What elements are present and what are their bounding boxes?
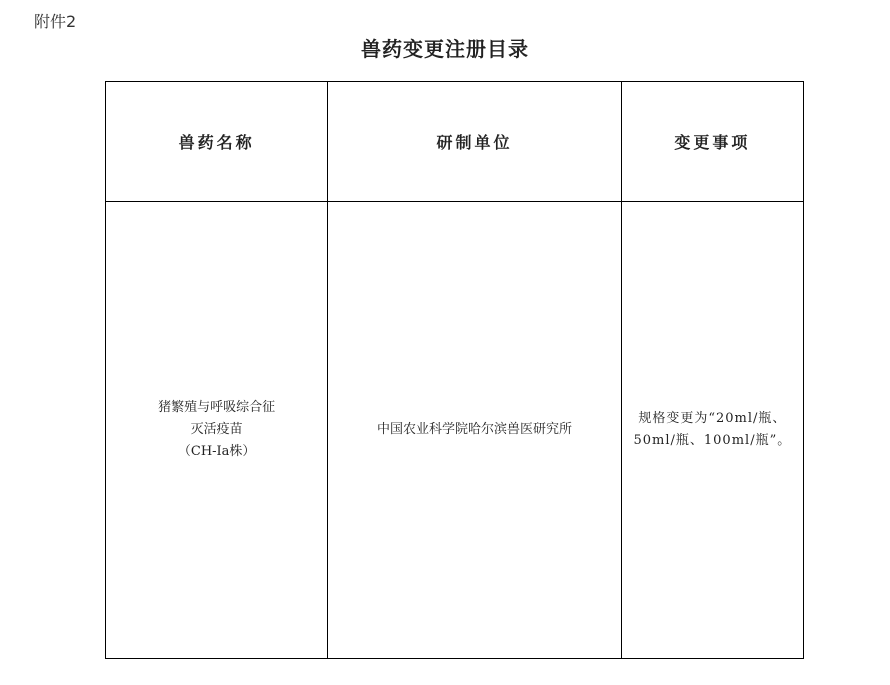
drug-name-line: 猪繁殖与呼吸综合征: [158, 400, 276, 415]
developer-cell: 中国农业科学院哈尔滨兽医研究所: [328, 202, 621, 659]
table-header-row: [106, 82, 804, 202]
attachment-label: 附件2: [34, 12, 77, 31]
column-header-change-item: 变更事项: [621, 82, 803, 202]
drug-name-line: 灭活疫苗: [190, 422, 243, 437]
registration-catalog-table: [105, 81, 804, 659]
page-title: 兽药变更注册目录: [361, 37, 529, 61]
drug-name-line: （CH-Ia株）: [177, 444, 256, 459]
column-header-drug-name: 兽药名称: [106, 82, 328, 202]
column-header-developer: 研制单位: [328, 82, 621, 202]
table-row: [106, 202, 804, 659]
change-item-cell: 规格变更为“20ml/瓶、50ml/瓶、100ml/瓶”。: [621, 202, 803, 659]
drug-name-cell: [106, 202, 328, 659]
